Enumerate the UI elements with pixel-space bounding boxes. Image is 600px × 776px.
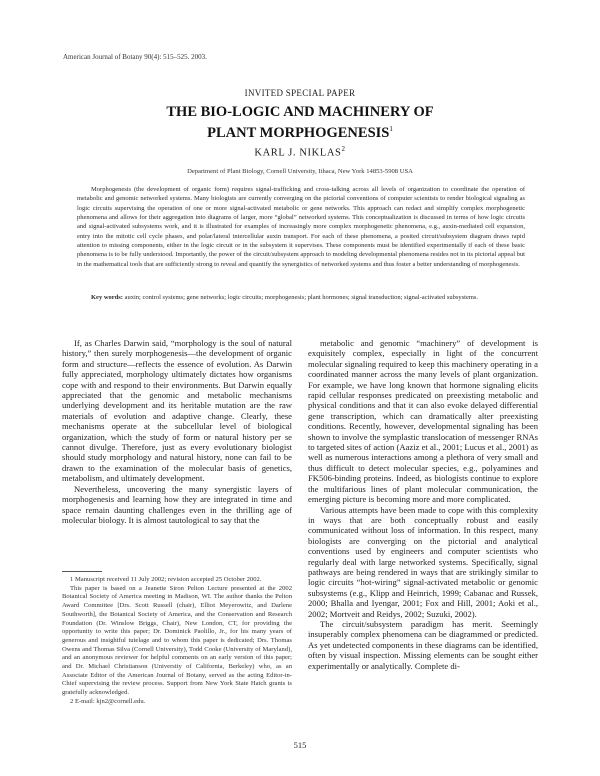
- body-column-left: [62, 338, 292, 525]
- keywords-label: Key words:: [91, 294, 123, 301]
- abstract: Morphogenesis (the development of organic form) requires signal-trafficking and cross-talking across all levels of organization to coordinate the operation of metabolic and genomic networked systems. Many biologists are currently converging on the pictorial conventions of computer scientists to render biological signaling as logic circuits supervising the operation of one or more signal-activated metabolic or gene networks. This approach can redact and simplify complex morphogenetic phenomena and allows for their aggregation into diagrams of larger, more “global” networked systems. This conceptualization is discussed in terms of how logic circuits and signal-activated subsystems work, and it is illustrated for examples of increasingly more complex morphogenetic phenomena, e.g., auxin-mediated cell expansion, entry into the mitotic cell cycle phases, and polar/lateral intercellular auxin transport. For each of these phenomena, a posited circuit/subsystem diagram draws rapid attention to missing components, either in the logic circuit or in the subsystem it supervises. These components must be identified experimentally if each of these basic phenomena is to be fully understood. Importantly, the power of the circuit/subsystem approach to modeling developmental phenomena resides not in its pictorial appeal but in the mathematical tools that are sufficiently strong to reveal and quantify the synergistics of networked systems and thus foster a better understanding of morphogenesis.: [77, 186, 525, 268]
- footnote: This paper is based on a Jeanette Siron Pelton Lecture presented at the 2002 Botanical Society of America meeting in Madison, WI. The author thanks the Pelton Award Committee [Drs. Scott Russell (chair), Elliot Meyerowitz, and Darlene Southworth], the Botanical Society of America, and the Conservation and Research Foundation (Dr. Winslow Briggs, Chair), New London, CT, for providing the opportunity to write this paper; Dr. Dominick Paolillo, Jr., for his many years of generous and insightful tutelage and to whom this paper is dedicated; Drs. Thomas Owens and Thomas Silva (Cornell University), Todd Cooke (University of Maryland), and an anonymous reviewer for helpful comments on an early version of this paper; and Dr. Michael Christianson (University of California, Berkeley) who, as an Associate Editor of the American Journal of Botany, served as the acting Editor-in-Chief supervising the review process. Support from New York State Hatch grants is gratefully acknowledged.: [62, 584, 292, 697]
- journal-citation: American Journal of Botany 90(4): 515–525. 2003.: [63, 53, 207, 61]
- body-paragraph: The circuit/subsystem paradigm has merit. Seemingly insuperably complex phenomena can be diagrammed or predicted. As yet undetected components in these diagrams can be identified, often by visual inspection. Missing elements can be sought either experimentally or analytically. Complete di-: [308, 618, 538, 671]
- footnote-divider: [62, 571, 102, 572]
- author-footnote-mark: 2: [341, 145, 346, 153]
- footnote: 2 E-mail: kjn2@cornell.edu.: [70, 697, 146, 705]
- keywords: [77, 293, 525, 302]
- footnote: 1 Manuscript received 11 July 2002; revision accepted 25 October 2002.: [70, 576, 262, 583]
- title-line-1: THE BIO-LOGIC AND MACHINERY OF: [166, 104, 434, 120]
- body-column-right: [308, 338, 538, 671]
- body-paragraph: If, as Charles Darwin said, “morphology is the soul of natural history,” then surely morphogenesis—the development of organic form and structure—reflects the essence of evolution. As Darwin fully appreciated, morphology ultimately dictates how organisms cope with and respond to their environments. But Darwin equally appreciated that the genomic and metabolic mechanisms underlying development and its heritable mutation are the raw materials of evolution and adaptive change. Clearly, these mechanisms operate at the subcellular level of biological organization, which the study of form or natural history per se cannot divulge. Therefore, just as every evolutionary biologist should study morphology and natural history, none can fail to be drawn to the examination of the molecular basis of genetics, metabolism, and ultimately development.: [62, 338, 292, 484]
- section-label: INVITED SPECIAL PAPER: [244, 88, 356, 98]
- page-title: [0, 104, 600, 142]
- title-footnote-mark: 1: [389, 125, 393, 133]
- title-line-2-text: PLANT MORPHOGENESIS: [207, 124, 390, 141]
- author-name: [0, 145, 600, 159]
- body-paragraph: Nevertheless, uncovering the many synergistic layers of morphogenesis and learning how they are integrated in time and space remain daunting challenges even in the thrilling age of molecular biology. It is almost tautological to say that the: [62, 483, 292, 525]
- affiliation: Department of Plant Biology, Cornell University, Ithaca, New York 14853-5908 USA: [187, 168, 413, 175]
- body-paragraph: metabolic and genomic “machinery” of development is exquisitely complex, especially in light of the concurrent molecular signaling required to keep this machinery operating in a coordinated manner across the many levels of plant organization. For example, we have long known that hormone signaling elicits rapid cellular responses predicated on preexisting metabolic and physical conditions and that it can also evoke delayed differential gene transcription, which can dramatically alter preexisting conditions. Recently, however, developmental signaling has been shown to involve the symplastic translocation of messenger RNAs to targeted sites of action (Aaziz et al., 2001; Lucus et al., 2001) as well as numerous interactions among a plethora of very small and thus difficult to detect molecular species, e.g., polyamines and FK506-binding proteins. Indeed, as biologists continue to explore the multifarious lines of plant molecular communication, the emerging picture is becoming more and more complicated.: [308, 338, 538, 505]
- keywords-list: auxin; control systems; gene networks; logic circuits; morphogenesis; plant hormones; signal transduction; signal-activated subsystems.: [124, 294, 479, 301]
- body-paragraph: Various attempts have been made to cope with this complexity in ways that are both conceptually robust and easily communicated without loss of information. In this respect, many biologists are converging on the pictorial and analytical conventions used by engineers and computer scientists who regularly deal with large networked systems. Specifically, signal pathways are being rendered in ways that are strikingly similar to logic circuits “hot-wiring” signal-activated metabolic or genomic subsystems (e.g., Klipp and Heinrich, 1999; Cabanac and Russek, 2000; Bhalla and Iyengar, 2001; Fox and Hill, 2001; Aoki et al., 2002; Mortveit and Reidys, 2002; Suzuki, 2002).: [308, 504, 538, 619]
- author-text: KARL J. NIKLAS: [254, 147, 342, 159]
- footnotes: [62, 576, 292, 707]
- page-number: 515: [293, 740, 307, 750]
- title-line-2: [0, 121, 600, 142]
